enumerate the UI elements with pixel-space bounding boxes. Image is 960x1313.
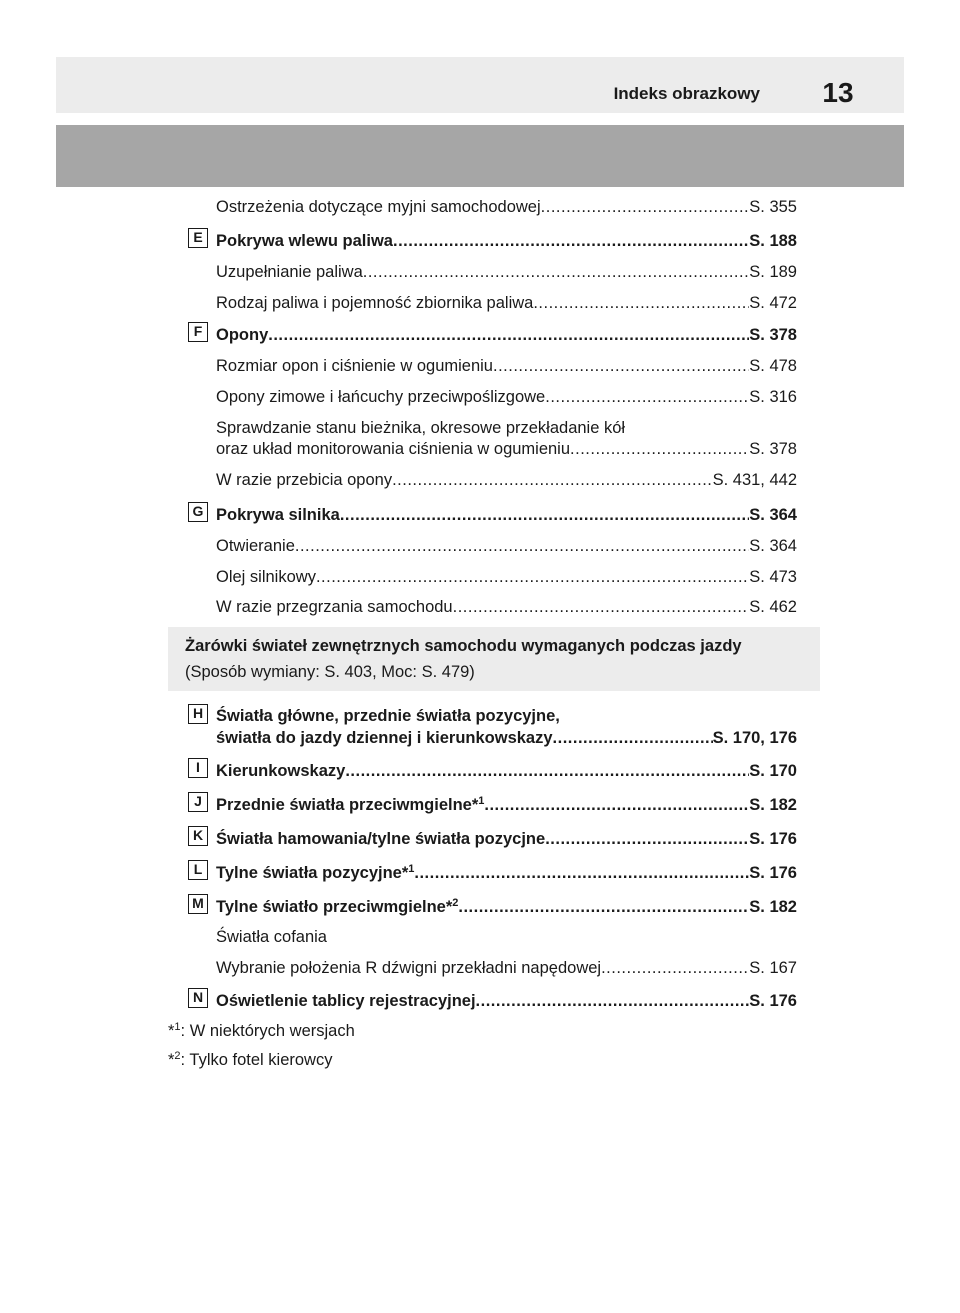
page-ref: S. 182 xyxy=(749,796,797,814)
entry-label: Rozmiar opon i ciśnienie w ogumieniu xyxy=(216,357,493,375)
section-title: Indeks obrazkowy xyxy=(613,84,760,103)
entry-label: Uzupełnianie paliwa xyxy=(216,263,363,281)
footnote-number: 2 xyxy=(174,1050,181,1062)
callout-badge-m: M xyxy=(188,894,208,914)
entry-label: Kierunkowskazy xyxy=(216,762,346,780)
page-ref: S. 188 xyxy=(749,232,797,250)
index-entry-license-plate-light[interactable] xyxy=(216,991,797,1011)
page-ref: S. 378 xyxy=(749,326,797,344)
footnote-number: 1 xyxy=(174,1021,181,1033)
page-ref: S. 462 xyxy=(749,598,797,616)
index-entry-turn-signals[interactable] xyxy=(216,761,797,781)
entry-label: Pokrywa wlewu paliwa xyxy=(216,232,393,250)
index-entry-brake-lights[interactable] xyxy=(216,829,797,849)
entry-label: W razie przegrzania samochodu xyxy=(216,598,453,616)
leader-dots xyxy=(458,897,749,917)
leader-dots xyxy=(363,262,750,282)
leader-dots xyxy=(295,536,749,556)
entry-label: Otwieranie xyxy=(216,537,295,555)
page-ref: S. 431, 442 xyxy=(712,471,797,489)
leader-dots xyxy=(553,728,713,748)
leader-dots xyxy=(484,795,749,815)
entry-label xyxy=(216,897,458,917)
page-ref: S. 176 xyxy=(749,830,797,848)
entry-line-reverse-lights: Światła cofania xyxy=(216,928,327,946)
entry-label-text: Tylne światło przeciwmgielne* xyxy=(216,898,453,916)
leader-dots xyxy=(414,863,749,883)
leader-dots xyxy=(493,356,749,376)
leader-dots xyxy=(268,325,749,345)
entry-label: światła do jazdy dziennej i kierunkowskazy xyxy=(216,729,553,747)
bulbs-heading: Żarówki świateł zewnętrznych samochodu wymaganych podczas jazdy xyxy=(185,637,742,655)
entry-label: Olej silnikowy xyxy=(216,568,316,586)
callout-badge-n: N xyxy=(188,988,208,1008)
footnote-mark: * xyxy=(168,1051,175,1069)
entry-label: Rodzaj paliwa i pojemność zbiornika paliwa xyxy=(216,294,534,312)
leader-dots xyxy=(476,991,750,1011)
page-ref: S. 378 xyxy=(749,440,797,458)
index-entry-front-fog-lights[interactable] xyxy=(216,795,797,815)
index-entry-tail-lights[interactable] xyxy=(216,863,797,883)
entry-label: Oświetlenie tablicy rejestracyjnej xyxy=(216,992,476,1010)
index-entry-winter-tires[interactable] xyxy=(216,387,797,407)
page-ref: S. 167 xyxy=(749,959,797,977)
callout-badge-f: F xyxy=(188,322,208,342)
page-ref: S. 355 xyxy=(749,198,797,216)
callout-badge-j: J xyxy=(188,792,208,812)
leader-dots xyxy=(340,505,749,525)
page-ref: S. 176 xyxy=(749,864,797,882)
leader-dots xyxy=(392,470,713,490)
index-entry-tire-size[interactable] xyxy=(216,356,797,376)
index-entry-car-wash[interactable] xyxy=(216,197,797,217)
leader-dots xyxy=(570,439,749,459)
index-entry-reverse-gear[interactable] xyxy=(216,958,797,978)
index-entry-flat-tire[interactable] xyxy=(216,470,797,490)
entry-line-tread-check: Sprawdzanie stanu bieżnika, okresowe przekładanie kół xyxy=(216,419,626,437)
callout-badge-e: E xyxy=(188,228,208,248)
page-ref: S. 364 xyxy=(749,537,797,555)
header-band xyxy=(56,125,904,187)
leader-dots xyxy=(393,231,749,251)
index-entry-opening[interactable] xyxy=(216,536,797,556)
index-entry-hood[interactable] xyxy=(216,505,797,525)
page-ref: S. 478 xyxy=(749,357,797,375)
page-ref: S. 472 xyxy=(749,294,797,312)
page-number: 13 xyxy=(822,77,854,108)
entry-label: Wybranie położenia R dźwigni przekładni napędowej xyxy=(216,959,602,977)
leader-dots xyxy=(345,761,749,781)
index-entry-rear-fog-light[interactable] xyxy=(216,897,797,917)
entry-label: oraz układ monitorowania ciśnienia w ogumieniu xyxy=(216,440,571,458)
leader-dots xyxy=(601,958,749,978)
entry-label-text: Przednie światła przeciwmgielne* xyxy=(216,796,479,814)
index-entry-refueling[interactable] xyxy=(216,262,797,282)
leader-dots xyxy=(533,293,749,313)
page-ref: S. 473 xyxy=(749,568,797,586)
entry-label xyxy=(216,795,484,815)
callout-badge-k: K xyxy=(188,826,208,846)
leader-dots xyxy=(541,197,750,217)
footnote-1 xyxy=(168,1021,355,1041)
entry-label: Opony xyxy=(216,326,269,344)
leader-dots xyxy=(545,387,749,407)
footnote-text: : Tylko fotel kierowcy xyxy=(180,1051,333,1069)
leader-dots xyxy=(453,597,750,617)
footnote-superscript: 1 xyxy=(408,863,415,875)
entry-label: Światła hamowania/tylne światła pozycjne xyxy=(216,830,546,848)
page-ref: S. 316 xyxy=(749,388,797,406)
bulbs-subtitle: (Sposób wymiany: S. 403, Moc: S. 479) xyxy=(185,663,475,681)
index-entry-engine-oil[interactable] xyxy=(216,567,797,587)
footnote-2 xyxy=(168,1050,332,1070)
page-ref: S. 364 xyxy=(749,506,797,524)
callout-badge-l: L xyxy=(188,860,208,880)
header-strip xyxy=(56,57,904,113)
entry-label xyxy=(216,863,414,883)
callout-badge-h: H xyxy=(188,704,208,724)
index-entry-fuel-type[interactable] xyxy=(216,293,797,313)
footnote-superscript: 1 xyxy=(478,795,485,807)
index-entry-fuel-door[interactable] xyxy=(216,231,797,251)
index-entry-tpms[interactable] xyxy=(216,439,797,459)
leader-dots xyxy=(545,829,749,849)
page-ref: S. 189 xyxy=(749,263,797,281)
entry-label-text: Tylne światła pozycyjne* xyxy=(216,864,409,882)
page-ref: S. 170, 176 xyxy=(712,729,797,747)
index-entry-overheating[interactable] xyxy=(216,597,797,617)
index-entry-headlights[interactable] xyxy=(216,728,797,748)
entry-line-headlights: Światła główne, przednie światła pozycyjne, xyxy=(216,707,560,725)
page-ref: S. 182 xyxy=(749,898,797,916)
leader-dots xyxy=(316,567,749,587)
callout-badge-g: G xyxy=(188,502,208,522)
page-ref: S. 176 xyxy=(749,992,797,1010)
callout-badge-i: I xyxy=(188,758,208,778)
footnote-superscript: 2 xyxy=(452,897,459,909)
entry-label: W razie przebicia opony xyxy=(216,471,393,489)
index-entry-tires[interactable] xyxy=(216,325,797,345)
entry-label: Ostrzeżenia dotyczące myjni samochodowej xyxy=(216,198,541,216)
entry-label: Opony zimowe i łańcuchy przeciwpoślizgowe xyxy=(216,388,546,406)
footnote-text: : W niektórych wersjach xyxy=(180,1022,355,1040)
footnote-mark: * xyxy=(168,1022,175,1040)
entry-label: Pokrywa silnika xyxy=(216,506,340,524)
page-ref: S. 170 xyxy=(749,762,797,780)
